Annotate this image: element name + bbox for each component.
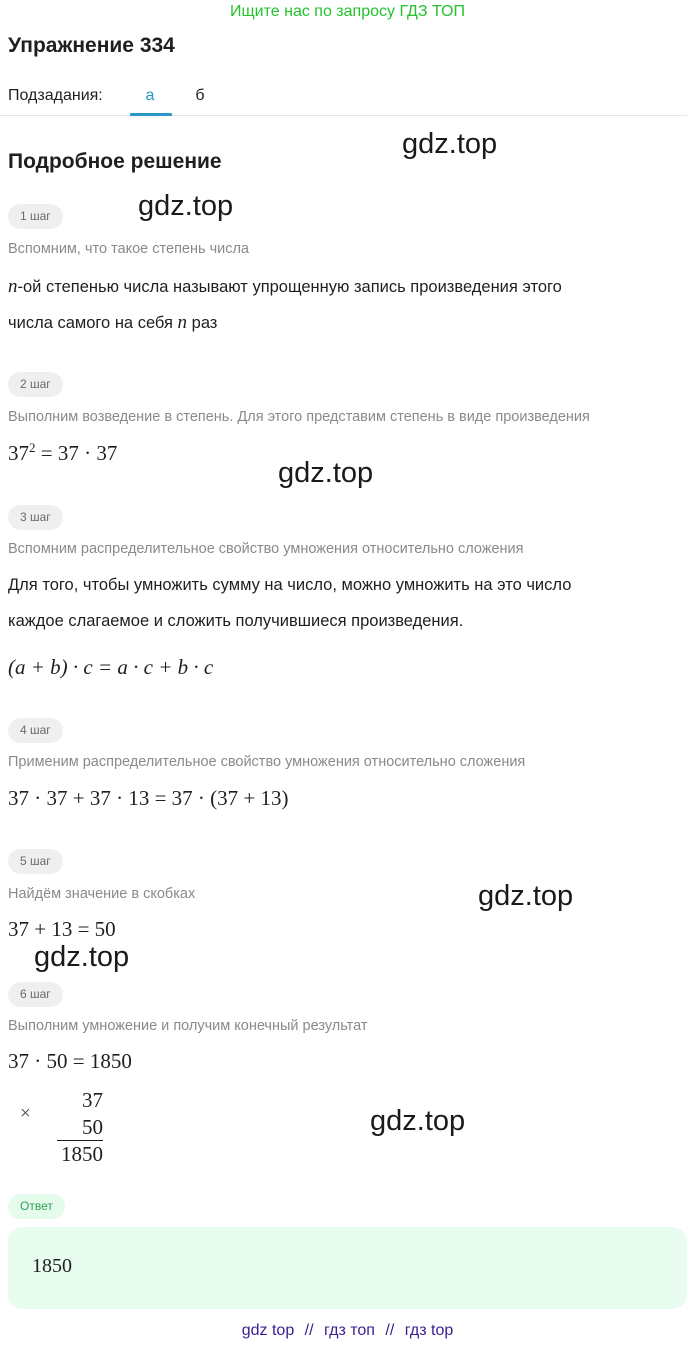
formula-exponent: 2 — [29, 440, 36, 455]
step-hint: Вспомним распределительное свойство умножения относительно сложения — [8, 541, 524, 557]
section-title: Подробное решение — [8, 150, 222, 173]
step-text — [8, 312, 217, 334]
tabs-divider — [0, 115, 687, 116]
step-formula: (a + b) · c = a · c + b · c — [8, 655, 214, 679]
math-variable: n — [8, 276, 18, 297]
search-banner: Ищите нас по запросу ГДЗ ТОП — [230, 3, 465, 20]
subtasks-label: Подзадания: — [8, 87, 103, 104]
step-hint: Выполним возведение в степень. Для этого представим степень в виде произведения — [8, 409, 590, 425]
watermark: gdz.top — [278, 457, 374, 489]
step-formula: 37 + 13 = 50 — [8, 917, 116, 941]
watermark: gdz.top — [34, 941, 130, 973]
tab-subtask-a[interactable]: а — [145, 87, 155, 104]
multiply-sign: × — [20, 1103, 31, 1124]
watermark: gdz.top — [478, 880, 574, 912]
step-text: каждое слагаемое и сложить получившиеся произведения. — [8, 612, 464, 630]
step-badge: 3 шаг — [8, 505, 63, 530]
footer-links — [0, 1322, 695, 1340]
formula-rest: = 37 · 37 — [40, 441, 118, 465]
step-hint: Найдём значение в скобках — [8, 886, 196, 902]
step-hint: Применим распределительное свойство умножения относительно сложения — [8, 754, 526, 770]
answer-badge: Ответ — [8, 1194, 65, 1219]
column-multiplication — [55, 1088, 103, 1168]
column-line — [57, 1140, 103, 1141]
column-top-factor: 37 — [82, 1088, 103, 1112]
step-badge: 1 шаг — [8, 204, 63, 229]
watermark: gdz.top — [402, 128, 498, 160]
answer-value: 1850 — [32, 1255, 72, 1277]
tab-subtask-b[interactable]: б — [195, 87, 205, 104]
step-text-line: -ой степенью числа называют упрощенную запись произведения этого — [17, 278, 562, 296]
column-result: 1850 — [61, 1142, 103, 1166]
step-badge: 6 шаг — [8, 982, 63, 1007]
formula-base: 37 — [8, 441, 29, 465]
active-tab-indicator — [130, 113, 172, 116]
column-bottom-factor: 50 — [82, 1115, 103, 1139]
footer-link[interactable]: гдз топ — [324, 1322, 375, 1339]
watermark: gdz.top — [138, 190, 234, 222]
step-badge: 5 шаг — [8, 849, 63, 874]
step-hint: Вспомним, что такое степень числа — [8, 241, 249, 257]
step-badge: 2 шаг — [8, 372, 63, 397]
footer-link[interactable]: gdz top — [241, 1322, 295, 1339]
footer-link[interactable]: гдз top — [404, 1322, 454, 1339]
page-title: Упражнение 334 — [8, 34, 175, 57]
answer-box — [8, 1227, 687, 1309]
step-text-line: раз — [191, 314, 218, 332]
footer-separator: // — [304, 1322, 314, 1339]
watermark: gdz.top — [370, 1105, 466, 1137]
step-hint: Выполним умножение и получим конечный результат — [8, 1018, 368, 1034]
step-badge: 4 шаг — [8, 718, 63, 743]
footer-separator: // — [385, 1322, 395, 1339]
step-text — [8, 276, 562, 298]
step-text-line: числа самого на себя — [8, 314, 173, 332]
step-formula: 37 · 37 + 37 · 13 = 37 · (37 + 13) — [8, 786, 289, 810]
step-formula — [8, 440, 117, 466]
step-text: Для того, чтобы умножить сумму на число, можно умножить на это число — [8, 576, 572, 594]
step-formula: 37 · 50 = 1850 — [8, 1049, 132, 1073]
math-variable: n — [177, 312, 188, 333]
